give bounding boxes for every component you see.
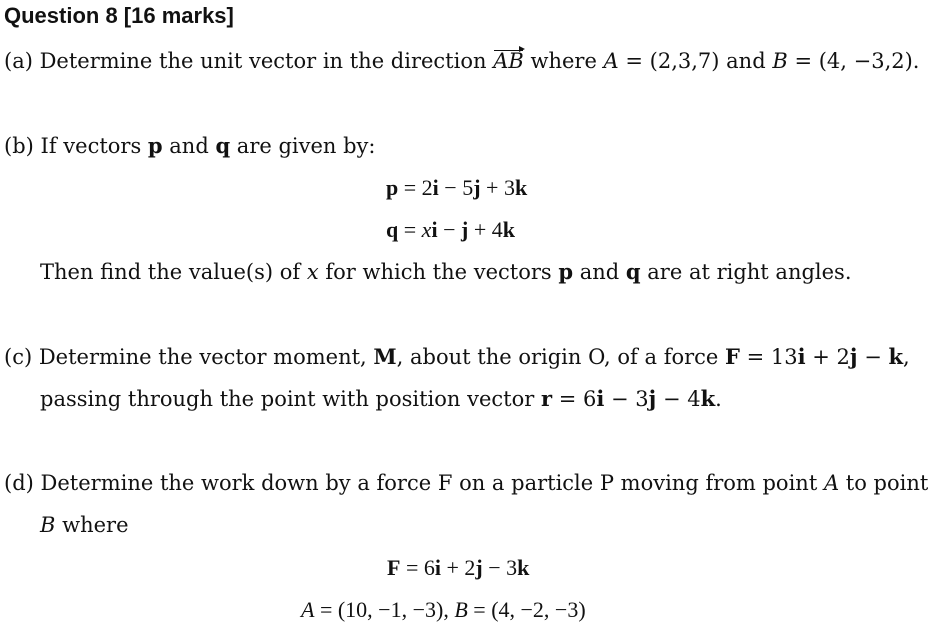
eq-points-part: = (4, −2, −3) xyxy=(467,597,586,622)
part-c-label: (c) xyxy=(4,345,33,369)
eq-p-j: j xyxy=(473,175,481,200)
part-c-text: − 3 xyxy=(604,387,649,411)
part-c-line-2 xyxy=(40,386,722,412)
part-c-text: + 2 xyxy=(805,345,850,369)
part-b-intro-text: If vectors xyxy=(40,134,148,158)
part-c-text: passing through the point with position vector xyxy=(40,387,541,411)
eq-f-i: i xyxy=(434,555,441,580)
question-title xyxy=(4,3,234,29)
force-f: F xyxy=(725,344,740,369)
eq-f-part: = 6 xyxy=(400,555,435,580)
part-a-line xyxy=(4,48,919,74)
part-a-text: Determine the unit vector in the direction xyxy=(39,49,494,73)
point-a-value: = (2,3,7) and xyxy=(618,49,773,73)
part-b-label: (b) xyxy=(4,134,34,158)
eq-f-j: j xyxy=(475,555,483,580)
vector-q: q xyxy=(215,133,231,158)
part-c-line-1 xyxy=(4,344,910,370)
eq-q-part: + 4 xyxy=(468,217,503,242)
part-b-intro xyxy=(4,133,376,159)
eq-f-part: + 2 xyxy=(441,555,476,580)
vector-p: p xyxy=(147,133,163,158)
eq-q-x: x xyxy=(421,217,432,242)
point-b-value: = (4, −3,2). xyxy=(787,49,920,73)
eq-point-b: B xyxy=(454,597,468,622)
eq-point-a: A xyxy=(301,597,315,622)
position-r: r xyxy=(540,386,553,411)
moment-m: M xyxy=(373,344,397,369)
part-d-text: where xyxy=(55,513,129,537)
part-c-j: j xyxy=(849,344,858,369)
part-d-label: (d) xyxy=(4,471,34,495)
part-c-i: i xyxy=(797,344,806,369)
part-d-text: Determine the work down by a force F on a particle P moving from point xyxy=(40,471,824,495)
point-a-name: A xyxy=(603,49,619,73)
question-title-text: Question 8 [16 marks] xyxy=(4,3,234,28)
part-b-p: p xyxy=(558,259,574,284)
part-b-then: for which the vectors xyxy=(318,260,559,284)
part-b-x: x xyxy=(306,260,319,284)
eq-f-part: − 3 xyxy=(482,555,518,580)
part-b-q: q xyxy=(625,259,641,284)
part-c-k: k xyxy=(700,386,716,411)
part-b-then: Then find the value(s) of xyxy=(40,260,307,284)
part-c-j: j xyxy=(648,386,657,411)
eq-p-part: + 3 xyxy=(480,175,515,200)
eq-p-lhs: p xyxy=(386,175,399,200)
part-c-text: Determine the vector moment, xyxy=(38,345,374,369)
eq-p-i: i xyxy=(432,175,439,200)
part-b-intro-end: are given by: xyxy=(230,134,376,158)
eq-p-k: k xyxy=(514,175,528,200)
eq-q-part: = xyxy=(398,217,422,242)
part-b-then: are at right angles. xyxy=(640,260,852,284)
eq-q-part: − xyxy=(437,217,461,242)
part-c-text: − xyxy=(857,345,889,369)
vector-ab: AB xyxy=(493,49,524,73)
part-c-i: i xyxy=(596,386,605,411)
eq-q-i: i xyxy=(431,217,438,242)
equation-p xyxy=(386,175,527,201)
part-b-and: and xyxy=(162,134,216,158)
eq-p-part: = 2 xyxy=(398,175,433,200)
part-d-line-2 xyxy=(40,512,129,538)
part-b-question xyxy=(40,259,852,285)
eq-f-lhs: F xyxy=(387,555,401,580)
eq-q-j: j xyxy=(460,217,469,242)
part-c-k: k xyxy=(888,344,904,369)
part-d-text: to point xyxy=(839,471,928,495)
part-c-text: . xyxy=(715,387,722,411)
point-b-name: B xyxy=(772,49,788,73)
part-c-text: = 6 xyxy=(552,387,597,411)
part-b-then: and xyxy=(573,260,626,284)
part-d-b: B xyxy=(40,513,56,537)
part-a-label: (a) xyxy=(4,49,33,73)
part-c-text: − 4 xyxy=(656,387,701,411)
eq-q-k: k xyxy=(502,217,515,242)
part-d-line-1 xyxy=(4,470,928,496)
part-c-text: , xyxy=(903,345,910,369)
equation-points xyxy=(301,597,586,623)
part-a-text-mid: where xyxy=(523,49,604,73)
equation-q xyxy=(386,217,515,243)
eq-f-k: k xyxy=(517,555,530,580)
part-c-text: , about the origin O, of a force xyxy=(396,345,726,369)
eq-points-part: = (10, −1, −3), xyxy=(314,597,455,622)
part-c-text: = 13 xyxy=(739,345,798,369)
part-d-a: A xyxy=(823,471,840,495)
eq-q-lhs: q xyxy=(386,217,399,242)
eq-p-part: − 5 xyxy=(438,175,474,200)
equation-f xyxy=(387,555,529,581)
